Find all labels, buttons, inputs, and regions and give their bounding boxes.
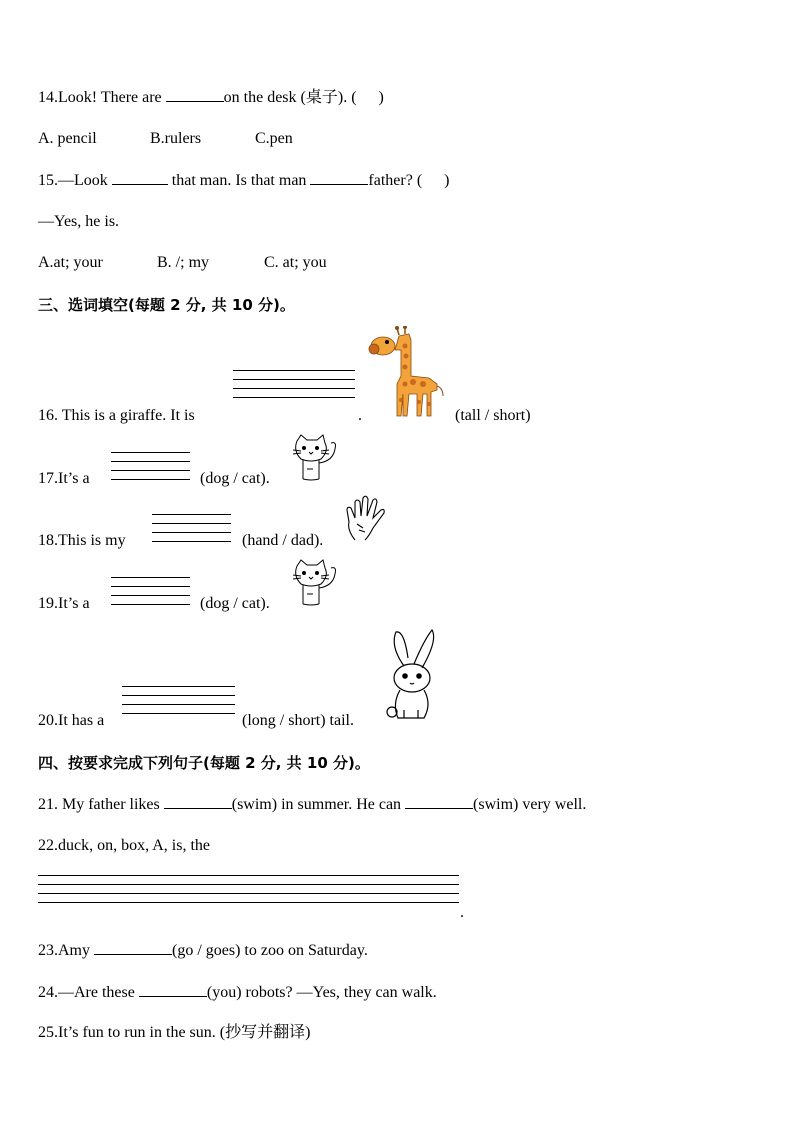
question-14 (38, 87, 384, 108)
q16-dot: . (358, 407, 362, 424)
q15-blank-1[interactable] (112, 170, 168, 185)
q24-text: 24.—Are these (38, 984, 135, 1001)
q21-text: 21. My father likes (38, 796, 160, 813)
q19-choice: (dog / cat). (200, 595, 270, 612)
cat-icon (291, 558, 339, 608)
q15-after: father? ( (368, 172, 423, 189)
question-24 (38, 982, 437, 1003)
q21-mid: (swim) in summer. He can (231, 796, 402, 813)
q21-blank-1[interactable] (164, 794, 232, 809)
q21-blank-2[interactable] (405, 794, 473, 809)
q23-text: 23.Amy (38, 942, 90, 959)
q16-writing-lines[interactable] (233, 370, 355, 406)
q24-blank[interactable] (139, 982, 207, 997)
q15-text: 15.—Look (38, 172, 108, 189)
q18-text: 18.This is my (38, 532, 126, 549)
q14-close: ) (378, 89, 384, 106)
q21-after: (swim) very well. (473, 796, 587, 813)
q18-choice: (hand / dad). (242, 532, 324, 549)
question-15 (38, 170, 449, 191)
q17-writing-lines[interactable] (111, 452, 190, 488)
cat-icon (291, 433, 339, 483)
q23-after: (go / goes) to zoo on Saturday. (172, 942, 368, 959)
q15-close: ) (444, 172, 450, 189)
section-4-heading: 四、按要求完成下列句子(每题 2 分, 共 10 分)。 (38, 754, 370, 772)
q16-text: 16. This is a giraffe. It is (38, 407, 195, 424)
q17-text: 17.It’s a (38, 470, 90, 487)
q22-writing-lines[interactable] (38, 875, 459, 911)
q14-option-b[interactable]: B.rulers (150, 130, 202, 147)
q15-options (38, 253, 327, 273)
q24-after: (you) robots? —Yes, they can walk. (206, 984, 437, 1001)
q22-text: 22.duck, on, box, A, is, the (38, 837, 210, 854)
giraffe-icon (365, 326, 445, 418)
q14-option-a[interactable]: A. pencil (38, 130, 97, 147)
q14-after: on the desk (桌子). ( (223, 89, 357, 106)
q15-mid: that man. Is that man (171, 172, 307, 189)
q14-text: 14.Look! There are (38, 89, 162, 106)
q15-blank-2[interactable] (310, 170, 368, 185)
q20-text: 20.It has a (38, 712, 105, 729)
q14-option-c[interactable]: C.pen (255, 130, 293, 147)
section-3-heading: 三、选词填空(每题 2 分, 共 10 分)。 (38, 296, 295, 314)
rabbit-icon (384, 628, 440, 724)
q25-text: 25.It’s fun to run in the sun. (抄写并翻译) (38, 1024, 311, 1041)
q15-answer: —Yes, he is. (38, 213, 120, 230)
q20-choice: (long / short) tail. (242, 712, 354, 729)
question-23 (38, 940, 368, 961)
q15-option-b[interactable]: B. /; my (157, 254, 210, 271)
q15-option-c[interactable]: C. at; you (264, 254, 327, 271)
q18-writing-lines[interactable] (152, 514, 231, 550)
q14-blank[interactable] (166, 87, 224, 102)
q19-text: 19.It’s a (38, 595, 90, 612)
q22-dot: . (460, 904, 464, 921)
q17-choice: (dog / cat). (200, 470, 270, 487)
q14-options (38, 129, 293, 149)
q15-option-a[interactable]: A.at; your (38, 254, 103, 271)
q16-choice: (tall / short) (455, 407, 531, 424)
q20-writing-lines[interactable] (122, 686, 235, 722)
q19-writing-lines[interactable] (111, 577, 190, 613)
hand-icon (343, 494, 389, 542)
q23-blank[interactable] (94, 940, 172, 955)
question-21 (38, 794, 586, 815)
